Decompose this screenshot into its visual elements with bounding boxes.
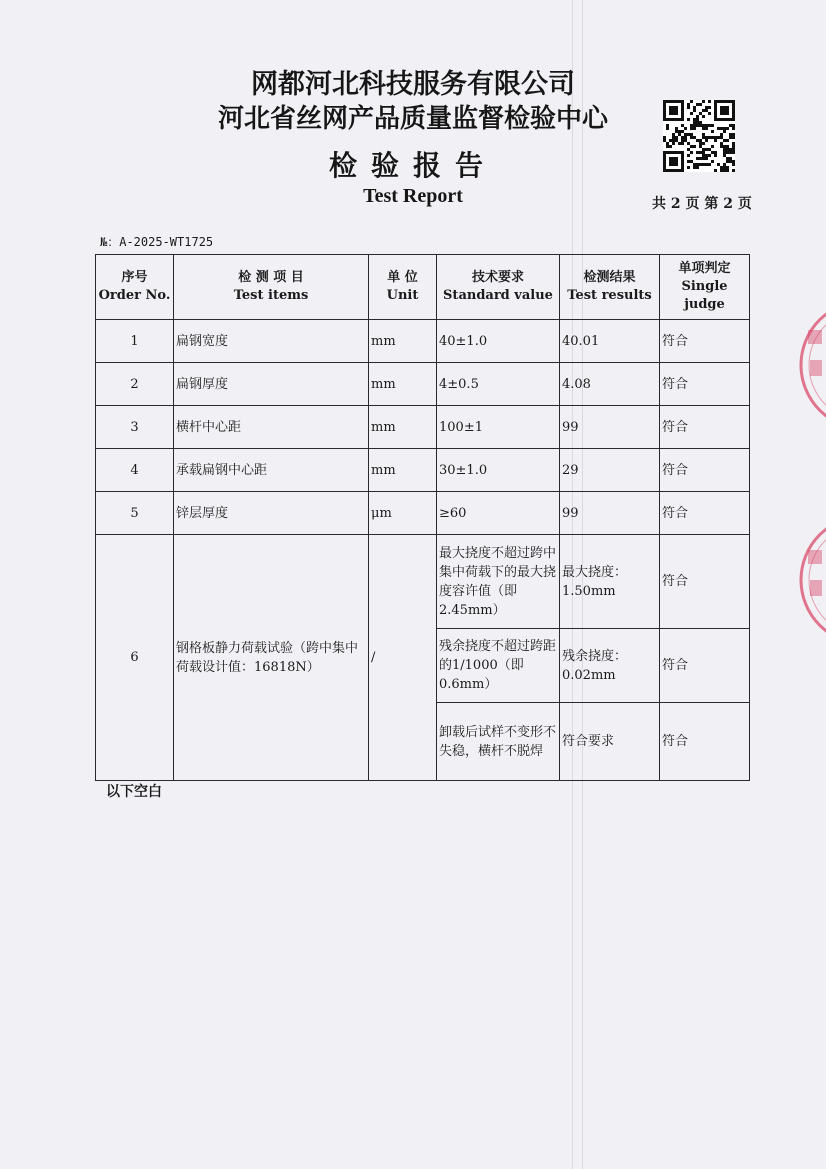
header-standard-value: 技术要求 Standard value bbox=[437, 255, 560, 320]
blank-below-note: 以下空白 bbox=[106, 784, 162, 800]
cell-unit: μm bbox=[369, 492, 437, 535]
table-row bbox=[96, 406, 750, 449]
cell-standard: 最大挠度不超过跨中集中荷载下的最大挠度容许值（即2.45mm） bbox=[437, 535, 560, 629]
cell-unit: mm bbox=[369, 406, 437, 449]
company-name: 网都河北科技服务有限公司 bbox=[251, 69, 575, 100]
cell-standard: 卸载后试样不变形不失稳，横杆不脱焊 bbox=[437, 703, 560, 781]
table-header-row bbox=[96, 255, 750, 320]
cell-standard: 残余挠度不超过跨距的1/1000（即0.6mm） bbox=[437, 629, 560, 703]
report-title-en: Test Report bbox=[363, 185, 463, 207]
table-row bbox=[96, 449, 750, 492]
header-unit: 单 位 Unit bbox=[369, 255, 437, 320]
cell-order-no: 3 bbox=[96, 406, 174, 449]
table-row bbox=[96, 535, 750, 629]
report-title-cn: 检验报告 bbox=[328, 149, 497, 182]
cell-result: 最大挠度：1.50mm bbox=[560, 535, 660, 629]
cell-result: 40.01 bbox=[560, 320, 660, 363]
cell-standard: 4±0.5 bbox=[437, 363, 560, 406]
cell-order-no: 1 bbox=[96, 320, 174, 363]
table-row bbox=[96, 363, 750, 406]
cell-unit: mm bbox=[369, 363, 437, 406]
cell-judge: 符合 bbox=[660, 449, 750, 492]
cell-judge: 符合 bbox=[660, 492, 750, 535]
cell-result: 残余挠度：0.02mm bbox=[560, 629, 660, 703]
cell-standard: 40±1.0 bbox=[437, 320, 560, 363]
cell-judge: 符合 bbox=[660, 363, 750, 406]
center-name: 河北省丝网产品质量监督检验中心 bbox=[217, 104, 608, 134]
cell-result: 符合要求 bbox=[560, 703, 660, 781]
official-seal-icon bbox=[790, 505, 826, 655]
cell-order-no: 4 bbox=[96, 449, 174, 492]
cell-judge: 符合 bbox=[660, 406, 750, 449]
page-info: 共 2 页 第 2 页 bbox=[652, 196, 752, 212]
cell-order-no: 6 bbox=[96, 535, 174, 781]
test-results-table bbox=[95, 254, 750, 781]
cell-unit: mm bbox=[369, 320, 437, 363]
header-order-no: 序号 Order No. bbox=[96, 255, 174, 320]
cell-order-no: 5 bbox=[96, 492, 174, 535]
cell-test-item: 承载扁钢中心距 bbox=[174, 449, 369, 492]
cell-standard: 30±1.0 bbox=[437, 449, 560, 492]
cell-test-item: 钢格板静力荷载试验（跨中集中荷载设计值：16818N） bbox=[174, 535, 369, 781]
table-row bbox=[96, 320, 750, 363]
cell-test-item: 锌层厚度 bbox=[174, 492, 369, 535]
qr-code-icon bbox=[663, 100, 735, 172]
cell-judge: 符合 bbox=[660, 703, 750, 781]
table-row bbox=[96, 492, 750, 535]
cell-standard: ≥60 bbox=[437, 492, 560, 535]
cell-result: 99 bbox=[560, 406, 660, 449]
report-number: №：A-2025-WT1725 bbox=[100, 235, 214, 249]
cell-result: 29 bbox=[560, 449, 660, 492]
cell-test-item: 扁钢宽度 bbox=[174, 320, 369, 363]
header-single-judge: 单项判定 Single judge bbox=[660, 255, 750, 320]
cell-result: 99 bbox=[560, 492, 660, 535]
official-seal-icon bbox=[790, 290, 826, 440]
header-test-items: 检 测 项 目 Test items bbox=[174, 255, 369, 320]
cell-judge: 符合 bbox=[660, 535, 750, 629]
cell-result: 4.08 bbox=[560, 363, 660, 406]
header-test-results: 检测结果 Test results bbox=[560, 255, 660, 320]
cell-judge: 符合 bbox=[660, 320, 750, 363]
cell-test-item: 横杆中心距 bbox=[174, 406, 369, 449]
cell-order-no: 2 bbox=[96, 363, 174, 406]
cell-judge: 符合 bbox=[660, 629, 750, 703]
cell-standard: 100±1 bbox=[437, 406, 560, 449]
cell-test-item: 扁钢厚度 bbox=[174, 363, 369, 406]
cell-unit: mm bbox=[369, 449, 437, 492]
cell-unit: / bbox=[369, 535, 437, 781]
